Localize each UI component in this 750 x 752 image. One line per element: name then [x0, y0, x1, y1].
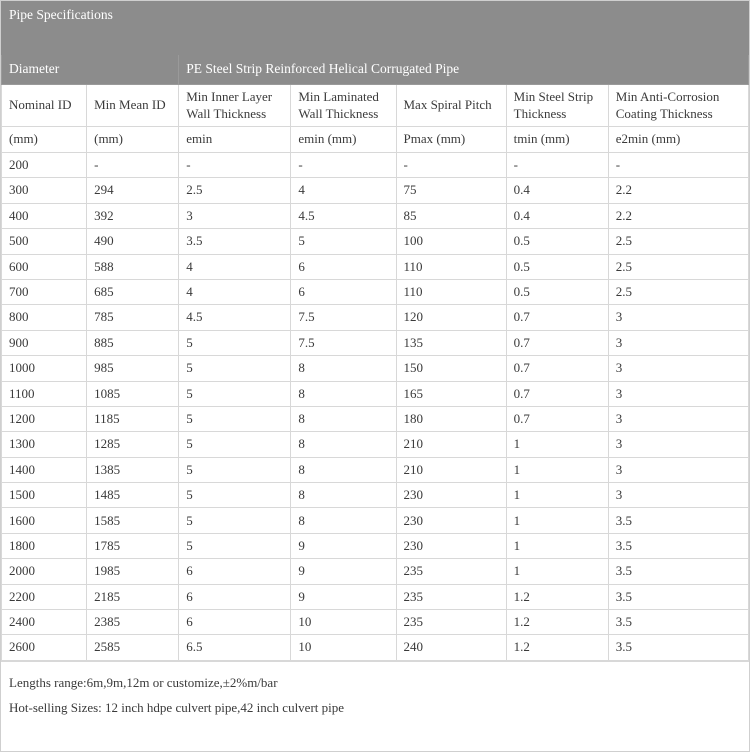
cell: 7.5 — [291, 330, 396, 355]
cell: 120 — [396, 305, 506, 330]
cell: 8 — [291, 432, 396, 457]
cell: 1.2 — [506, 610, 608, 635]
cell: 6 — [179, 584, 291, 609]
cell: 0.5 — [506, 254, 608, 279]
column-header-row — [2, 85, 749, 127]
column-header-nominal-id: Nominal ID — [2, 85, 87, 127]
cell: 235 — [396, 584, 506, 609]
cell: 8 — [291, 356, 396, 381]
cell: 392 — [87, 203, 179, 228]
cell: 2585 — [87, 635, 179, 660]
cell: 0.7 — [506, 381, 608, 406]
cell: 3.5 — [608, 584, 748, 609]
cell: 230 — [396, 533, 506, 558]
cell: 3.5 — [179, 229, 291, 254]
units-row — [2, 127, 749, 153]
group-header-row — [2, 55, 749, 85]
cell: 3 — [608, 432, 748, 457]
cell: 1.2 — [506, 584, 608, 609]
table-body — [2, 29, 749, 661]
cell: 2400 — [2, 610, 87, 635]
cell: 3.5 — [608, 610, 748, 635]
cell: 0.4 — [506, 178, 608, 203]
unit-cell: Pmax (mm) — [396, 127, 506, 153]
table-row — [2, 635, 749, 660]
table-row — [2, 584, 749, 609]
cell: 9 — [291, 559, 396, 584]
cell: 5 — [179, 432, 291, 457]
unit-cell: tmin (mm) — [506, 127, 608, 153]
cell: 5 — [179, 533, 291, 558]
cell: 0.7 — [506, 330, 608, 355]
cell: 3 — [608, 356, 748, 381]
top-band-row — [2, 29, 749, 55]
cell: 150 — [396, 356, 506, 381]
cell: 1200 — [2, 406, 87, 431]
cell: - — [87, 153, 179, 178]
cell: 5 — [179, 508, 291, 533]
cell: 7.5 — [291, 305, 396, 330]
cell: 5 — [179, 406, 291, 431]
cell: - — [396, 153, 506, 178]
band-cell — [506, 29, 608, 55]
cell: 4.5 — [291, 203, 396, 228]
cell: 135 — [396, 330, 506, 355]
cell: 885 — [87, 330, 179, 355]
table-row — [2, 254, 749, 279]
cell: 1600 — [2, 508, 87, 533]
cell: 5 — [179, 457, 291, 482]
table-row — [2, 153, 749, 178]
cell: 4.5 — [179, 305, 291, 330]
table-row — [2, 457, 749, 482]
cell: 0.7 — [506, 406, 608, 431]
table-row — [2, 356, 749, 381]
cell: 8 — [291, 406, 396, 431]
cell: 0.4 — [506, 203, 608, 228]
table-row — [2, 279, 749, 304]
cell: 5 — [179, 483, 291, 508]
table-row — [2, 305, 749, 330]
footer-notes — [1, 661, 749, 751]
band-cell — [291, 29, 396, 55]
band-cell — [396, 29, 506, 55]
cell: 200 — [2, 153, 87, 178]
cell: 2.2 — [608, 178, 748, 203]
cell: 985 — [87, 356, 179, 381]
band-cell — [87, 29, 179, 55]
unit-cell: (mm) — [87, 127, 179, 153]
column-header-min-mean-id: Min Mean ID — [87, 85, 179, 127]
band-cell — [608, 29, 748, 55]
cell: 2000 — [2, 559, 87, 584]
cell: 6 — [291, 279, 396, 304]
cell: 235 — [396, 610, 506, 635]
cell: 3 — [608, 457, 748, 482]
cell: 4 — [291, 178, 396, 203]
cell: 8 — [291, 483, 396, 508]
cell: 1 — [506, 457, 608, 482]
cell: 110 — [396, 279, 506, 304]
cell: 6 — [291, 254, 396, 279]
cell: 800 — [2, 305, 87, 330]
cell: 0.7 — [506, 305, 608, 330]
cell: 294 — [87, 178, 179, 203]
cell: 10 — [291, 610, 396, 635]
specifications-table — [1, 28, 749, 661]
table-row — [2, 406, 749, 431]
table-row — [2, 432, 749, 457]
cell: 0.5 — [506, 229, 608, 254]
cell: 3.5 — [608, 508, 748, 533]
cell: 2.5 — [608, 229, 748, 254]
cell: 3 — [179, 203, 291, 228]
cell: 2185 — [87, 584, 179, 609]
cell: 240 — [396, 635, 506, 660]
cell: 1985 — [87, 559, 179, 584]
column-header-min-steel-strip-thickness: Min Steel Strip Thickness — [506, 85, 608, 127]
cell: - — [291, 153, 396, 178]
cell: 900 — [2, 330, 87, 355]
cell: 3.5 — [608, 559, 748, 584]
cell: 1 — [506, 559, 608, 584]
table-row — [2, 610, 749, 635]
cell: 1085 — [87, 381, 179, 406]
group-header-pipe-type: PE Steel Strip Reinforced Helical Corrugated Pipe — [179, 55, 749, 85]
cell: 0.5 — [506, 279, 608, 304]
cell: 4 — [179, 254, 291, 279]
cell: 210 — [396, 457, 506, 482]
cell: 6 — [179, 559, 291, 584]
unit-cell: emin (mm) — [291, 127, 396, 153]
cell: 685 — [87, 279, 179, 304]
cell: 3 — [608, 406, 748, 431]
cell: 3 — [608, 381, 748, 406]
cell: 10 — [291, 635, 396, 660]
page-title: Pipe Specifications — [9, 6, 113, 22]
unit-cell: e2min (mm) — [608, 127, 748, 153]
table-row — [2, 533, 749, 558]
column-header-max-spiral-pitch: Max Spiral Pitch — [396, 85, 506, 127]
cell: 1300 — [2, 432, 87, 457]
cell: 3.5 — [608, 533, 748, 558]
cell: 85 — [396, 203, 506, 228]
cell: 1385 — [87, 457, 179, 482]
cell: 700 — [2, 279, 87, 304]
column-header-min-laminated-wall-thickness: Min Laminated Wall Thickness — [291, 85, 396, 127]
cell: 110 — [396, 254, 506, 279]
cell: 2385 — [87, 610, 179, 635]
band-cell — [179, 29, 291, 55]
footer-note-hot-selling: Hot-selling Sizes: 12 inch hdpe culvert pipe,42 inch culvert pipe — [9, 699, 345, 715]
cell: 4 — [179, 279, 291, 304]
table-row — [2, 203, 749, 228]
cell: 9 — [291, 533, 396, 558]
cell: 500 — [2, 229, 87, 254]
cell: 180 — [396, 406, 506, 431]
cell: 230 — [396, 508, 506, 533]
cell: 1 — [506, 432, 608, 457]
cell: 1285 — [87, 432, 179, 457]
cell: 210 — [396, 432, 506, 457]
cell: 1485 — [87, 483, 179, 508]
column-header-min-inner-layer-wall-thickness: Min Inner Layer Wall Thickness — [179, 85, 291, 127]
cell: 1500 — [2, 483, 87, 508]
cell: 1 — [506, 508, 608, 533]
cell: 1585 — [87, 508, 179, 533]
cell: 2600 — [2, 635, 87, 660]
table-row — [2, 559, 749, 584]
table-row — [2, 483, 749, 508]
cell: 75 — [396, 178, 506, 203]
table-row — [2, 178, 749, 203]
cell: 6 — [179, 610, 291, 635]
cell: 1400 — [2, 457, 87, 482]
cell: 3.5 — [608, 635, 748, 660]
cell: 2.2 — [608, 203, 748, 228]
cell: 5 — [179, 330, 291, 355]
cell: 230 — [396, 483, 506, 508]
cell: 2200 — [2, 584, 87, 609]
cell: 165 — [396, 381, 506, 406]
footer-note-lengths: Lengths range:6m,9m,12m or customize,±2%m/bar — [9, 674, 278, 690]
cell: 100 — [396, 229, 506, 254]
cell: 785 — [87, 305, 179, 330]
table-row — [2, 508, 749, 533]
cell: 3 — [608, 483, 748, 508]
cell: 600 — [2, 254, 87, 279]
cell: 9 — [291, 584, 396, 609]
cell: 0.7 — [506, 356, 608, 381]
cell: 490 — [87, 229, 179, 254]
cell: - — [179, 153, 291, 178]
cell: 1.2 — [506, 635, 608, 660]
cell: 8 — [291, 457, 396, 482]
cell: 1000 — [2, 356, 87, 381]
cell: 8 — [291, 508, 396, 533]
cell: 1800 — [2, 533, 87, 558]
cell: 5 — [179, 381, 291, 406]
column-header-min-anti-corrosion-coating-thickness: Min Anti-Corrosion Coating Thickness — [608, 85, 748, 127]
table-row — [2, 381, 749, 406]
cell: 2.5 — [179, 178, 291, 203]
cell: 235 — [396, 559, 506, 584]
cell: - — [608, 153, 748, 178]
band-cell — [2, 29, 87, 55]
table-row — [2, 330, 749, 355]
cell: 2.5 — [608, 254, 748, 279]
title-bar — [1, 1, 749, 28]
unit-cell: (mm) — [2, 127, 87, 153]
cell: - — [506, 153, 608, 178]
table-row — [2, 229, 749, 254]
cell: 6.5 — [179, 635, 291, 660]
cell: 1785 — [87, 533, 179, 558]
cell: 3 — [608, 305, 748, 330]
cell: 1 — [506, 533, 608, 558]
cell: 1100 — [2, 381, 87, 406]
cell: 588 — [87, 254, 179, 279]
group-header-diameter: Diameter — [2, 55, 179, 85]
unit-cell: emin — [179, 127, 291, 153]
cell: 5 — [179, 356, 291, 381]
cell: 1185 — [87, 406, 179, 431]
cell: 5 — [291, 229, 396, 254]
cell: 8 — [291, 381, 396, 406]
cell: 3 — [608, 330, 748, 355]
cell: 400 — [2, 203, 87, 228]
cell: 300 — [2, 178, 87, 203]
cell: 2.5 — [608, 279, 748, 304]
cell: 1 — [506, 483, 608, 508]
